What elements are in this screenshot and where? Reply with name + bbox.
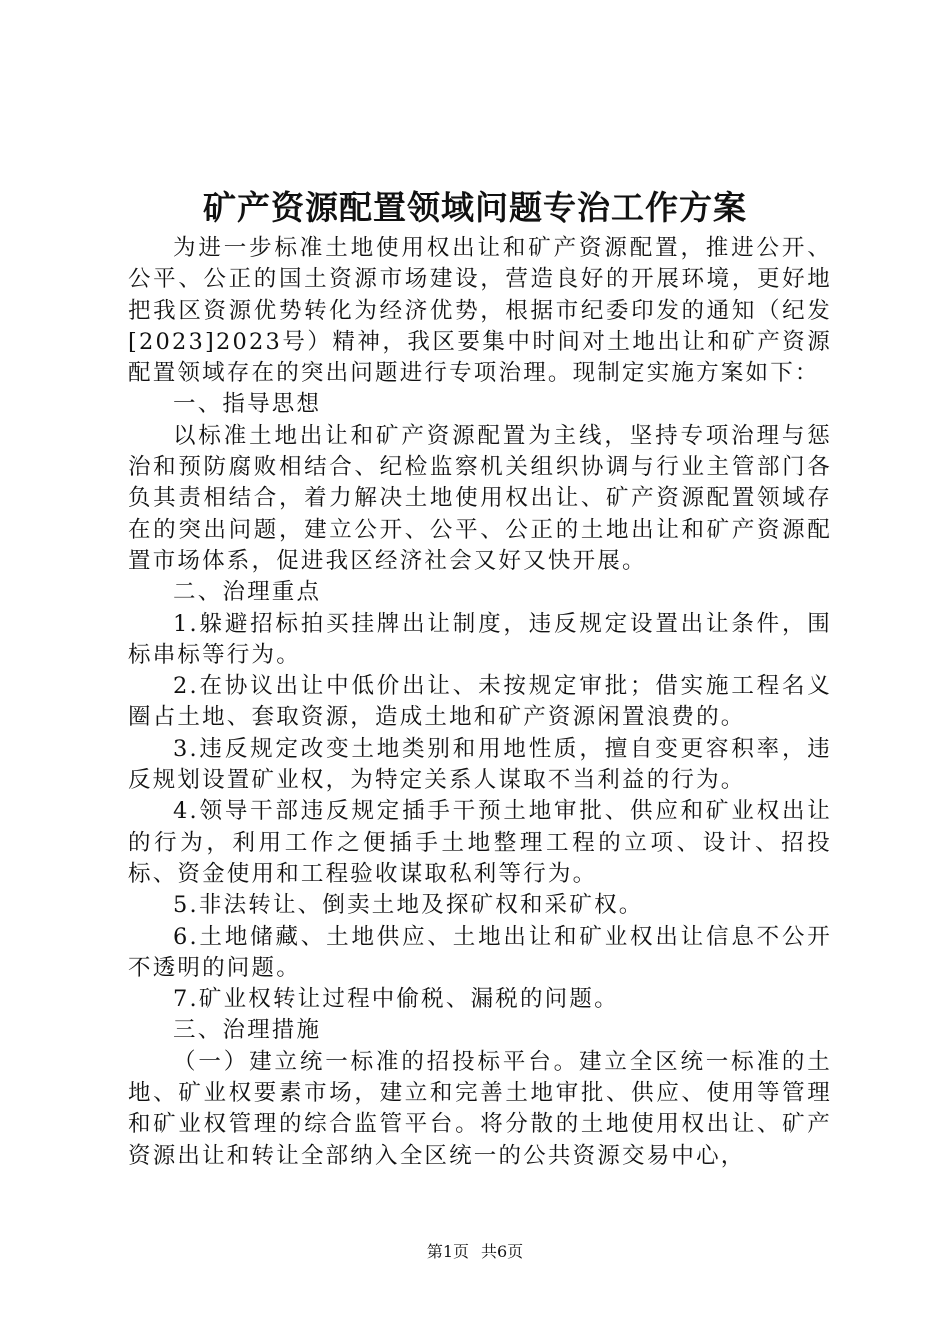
guiding-ideology-paragraph: 以标准土地出让和矿产资源配置为主线，坚持专项治理与惩治和预防腐败相结合、纪检监察机关组织协调与行业主管部门各负其责相结合，着力解决土地使用权出让、矿产资源配置领域存在的突出问题，建立公开、公平、公正的土地出让和矿产资源配置市场体系，促进我区经济社会又好又快开展。 (128, 422, 832, 574)
section-heading-measures: 三、治理措施 (173, 1017, 322, 1044)
intro-paragraph: 为进一步标准土地使用权出让和矿产资源配置，推进公开、公平、公正的国土资源市场建设，营造良好的开展环境，更好地把我区资源优势转化为经济优势，根据市纪委印发的通知（纪发[2023]2023号）精神，我区要集中时间对土地出让和矿产资源配置领域存在的突出问题进行专项治理。现制定实施方案如下： (128, 235, 832, 387)
key-point-5: 5.非法转让、倒卖土地及探矿权和采矿权。 (173, 892, 644, 919)
key-point-1: 1.躲避招标拍买挂牌出让制度，违反规定设置出让条件，围标串标等行为。 (128, 610, 832, 668)
document-title: 矿产资源配置领域问题专治工作方案 (203, 188, 747, 227)
page-number: 第1页 (426, 1242, 469, 1261)
page-footer (0, 1240, 950, 1264)
page-total: 共6页 (481, 1242, 524, 1261)
key-point-6: 6.土地储藏、土地供应、土地出让和矿业权出让信息不公开不透明的问题。 (128, 923, 832, 981)
key-point-2: 2.在协议出让中低价出让、未按规定审批；借实施工程名义圈占土地、套取资源，造成土地和矿产资源闲置浪费的。 (128, 673, 832, 731)
document-body (128, 233, 832, 1172)
measure-1-paragraph: （一）建立统一标准的招投标平台。建立全区统一标准的土地、矿业权要素市场，建立和完善土地审批、供应、使用等管理和矿业权管理的综合监管平台。将分散的土地使用权出让、矿产资源出让和转让全部纳入全区统一的公共资源交易中心， (128, 1048, 832, 1169)
key-point-4: 4.领导干部违反规定插手干预土地审批、供应和矿业权出让的行为，利用工作之便插手土地整理工程的立项、设计、招投标、资金使用和工程验收谋取私利等行为。 (128, 798, 832, 887)
section-heading-guiding-ideology: 一、指导思想 (173, 391, 322, 418)
section-heading-key-points: 二、治理重点 (173, 579, 322, 606)
key-point-3: 3.违反规定改变土地类别和用地性质，擅自变更容积率，违反规划设置矿业权，为特定关系人谋取不当利益的行为。 (128, 735, 832, 794)
key-point-7: 7.矿业权转让过程中偷税、漏税的问题。 (173, 986, 619, 1013)
